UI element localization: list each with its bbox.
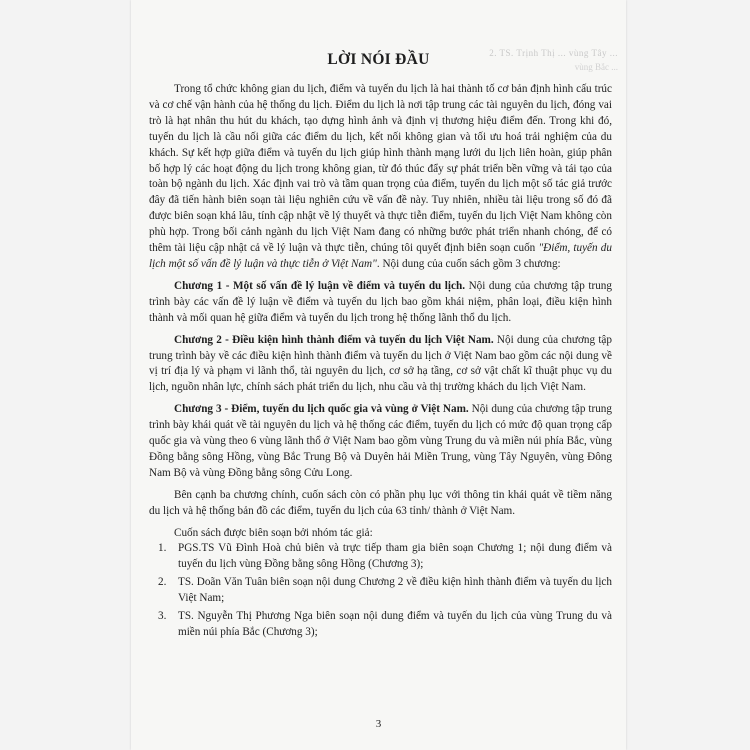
bleed-through-text: 2. TS. Trịnh Thị ... vùng Tây ... — [489, 48, 618, 58]
bleed-through-text-2: vùng Bắc ... — [574, 62, 618, 72]
book-page — [131, 0, 626, 750]
list-item: 1. PGS.TS Vũ Đình Hoà chủ biên và trực tiếp tham gia biên soạn Chương 1; nội dung điểm và tuyến du lịch vùng Đồng bằng sông Hồng (Chương 3); — [158, 542, 612, 571]
page-title: LỜI NÓI ĐẦU — [327, 51, 430, 68]
chapter-3-title: Chương 3 - Điểm, tuyến du lịch quốc gia và vùng ở Việt Nam. — [174, 403, 469, 416]
appendix-paragraph: Bên cạnh ba chương chính, cuốn sách còn có phần phụ lục với thông tin khái quát về tiềm năng du lịch và hệ thống bản đồ các điểm, tuyến du lịch của 63 tỉnh/ thành ở Việt Nam. — [149, 488, 612, 517]
list-item: 2. TS. Doãn Văn Tuân biên soạn nội dung Chương 2 về điều kiện hình thành điểm và tuyến du lịch Việt Nam; — [158, 576, 612, 605]
list-item: 3. TS. Nguyễn Thị Phương Nga biên soạn nội dung điểm và tuyến du lịch của vùng Trung du và miền núi phía Bắc (Chương 3); — [158, 610, 612, 638]
chapter-2-paragraph: Chương 2 - Điều kiện hình thành điểm và tuyến du lịch Việt Nam. Nội dung của chương tập trung trình bày về các điều kiện hình thành điểm và tuyến du lịch ở Việt Nam bao gồm các nội dung về vị trí địa lý và phạm vi lãnh thổ, tài nguyên du lịch, cơ sở hạ tầng, cơ sở vật chất kĩ thuật phục vụ du lịch, nguồn nhân lực, chính sách phát triển du lịch, nhu cầu và thị trường khách du lịch Việt Nam. — [149, 333, 612, 394]
chapter-3-paragraph: Chương 3 - Điểm, tuyến du lịch quốc gia và vùng ở Việt Nam. Nội dung của chương tập trung trình bày khái quát về tài nguyên du lịch và hệ thống các điểm, tuyến du lịch có mức độ quan trọng cấp quốc gia và vùng theo 6 vùng lãnh thổ ở Việt Nam bao gồm vùng Trung du và miền núi phía Bắc, vùng Đồng bằng sông Hồng, vùng Bắc Trung Bộ và Duyên hải Miền Trung, vùng Tây Nguyên, vùng Đông Nam Bộ và vùng Đồng bằng sông Cửu Long. — [149, 403, 612, 479]
chapter-1-title: Chương 1 - Một số vấn đề lý luận về điểm và tuyến du lịch. — [174, 279, 466, 292]
intro-paragraph: Trong tổ chức không gian du lịch, điểm và tuyến du lịch là hai thành tố cơ bản định hình cấu trúc và cơ chế vận hành của hệ thống du lịch. Điểm du lịch là nơi tập trung các tài nguyên du lịch, đóng vai trò là hạt nhân thu hút du khách, tạo dựng hình ảnh và định vị thương hiệu điểm đến. Trong khi đó, tuyến du lịch là cầu nối giữa các điểm du lịch, kết nối không gian và tối ưu hoá trải nghiệm của du khách. Sự kết hợp giữa điểm và tuyến du lịch giúp hình thành mạng lưới du lịch liên hoàn, giúp phân bố hợp lý các hoạt động du lịch trong không gian, từ đó thúc đẩy sự phát triển bền vững và tái tạo của toàn bộ ngành du lịch. Xác định vai trò và tầm quan trọng của điểm, tuyến du lịch một số tác giả trước đây đã tiến hành biên soạn tài liệu nghiên cứu về vấn đề này. Tuy nhiên, nhiều tài liệu trong số đó đã được biên soạn khá lâu, tính cập nhật về lý thuyết và thực tiễn điểm, tuyến du lịch Việt Nam không còn phù hợp. Trong bối cảnh ngành du lịch Việt Nam đang có những bước phát triển nhanh chóng, để có thêm tài liệu cập nhật cả về lý luận và thực tiễn, chúng tôi quyết định biên soạn cuốn "Điểm, tuyến du lịch một số vấn đề lý luận và thực tiễn ở Việt Nam". Nội dung của cuốn sách gồm 3 chương: — [149, 83, 612, 270]
page-number: 3 — [375, 718, 382, 730]
chapter-2-title: Chương 2 - Điều kiện hình thành điểm và tuyến du lịch Việt Nam. — [174, 333, 494, 346]
author-list — [149, 541, 612, 640]
authors-intro: Cuốn sách được biên soạn bởi nhóm tác giả: — [174, 526, 373, 539]
book-title-italic: "Điểm, tuyến du lịch một số vấn đề lý luận và thực tiễn ở Việt Nam" — [149, 242, 612, 270]
preface-body — [149, 82, 612, 643]
chapter-1-paragraph: Chương 1 - Một số vấn đề lý luận về điểm và tuyến du lịch. Nội dung của chương tập trung trình bày các vấn đề lý luận về điểm và tuyến du lịch bao gồm khái niệm, phân loại, điều kiện hình thành và mối quan hệ giữa điểm và tuyến du lịch trong hệ thống lãnh thổ du lịch. — [149, 279, 612, 324]
